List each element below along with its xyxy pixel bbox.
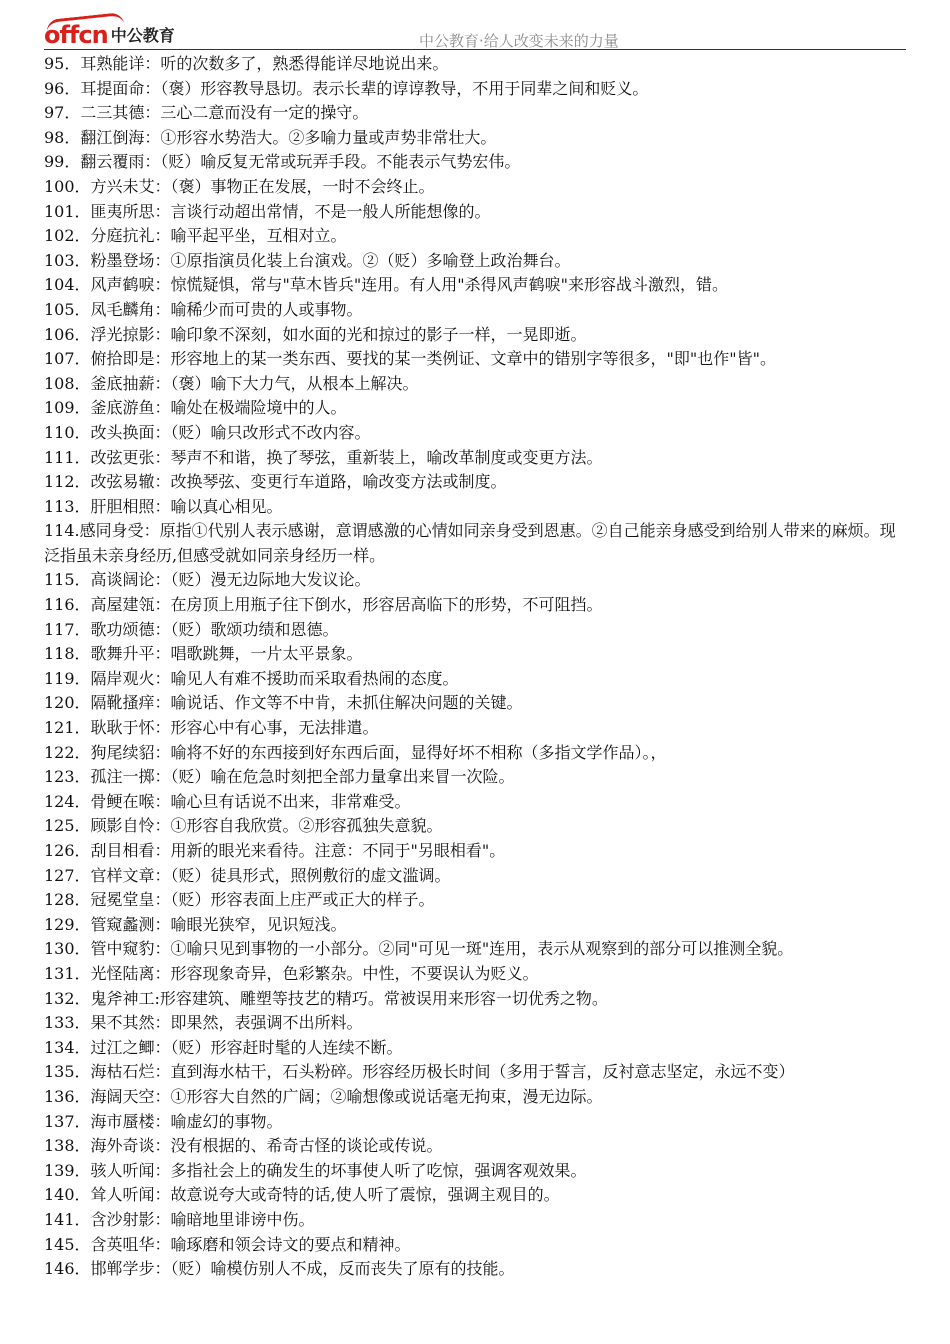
idiom-entry: 105．凤毛麟角：喻稀少而可贵的人或事物。	[44, 299, 363, 319]
idiom-entry: 132．鬼斧神工:形容建筑、雕塑等技艺的精巧。常被误用来形容一切优秀之物。	[44, 988, 608, 1008]
idiom-entry: 95．耳熟能详：听的次数多了，熟悉得能详尽地说出来。	[44, 54, 449, 73]
idiom-entry: 146．邯郸学步：（贬）喻模仿别人不成，反而丧失了原有的技能。	[44, 1259, 515, 1279]
idiom-entry: 139．骇人听闻：多指社会上的确发生的坏事使人听了吃惊，强调客观效果。	[44, 1160, 587, 1180]
idiom-entry: 137．海市蜃楼：喻虚幻的事物。	[44, 1111, 283, 1131]
idiom-entry: 124．骨鲠在喉：喻心旦有话说不出来，非常难受。	[44, 791, 411, 811]
idiom-entry: 118．歌舞升平：唱歌跳舞，一片太平景象。	[44, 644, 363, 664]
idiom-entry: 119．隔岸观火：喻见人有难不援助而采取看热闹的态度。	[44, 668, 459, 688]
idiom-entry: 113．肝胆相照：喻以真心相见。	[44, 496, 283, 516]
idiom-entry: 138．海外奇谈：没有根据的、希奇古怪的谈论或传说。	[44, 1136, 443, 1156]
idiom-entry: 136．海阔天空：①形容大自然的广阔；②喻想像或说话毫无拘束，漫无边际。	[44, 1086, 603, 1106]
idiom-entry: 122．狗尾续貂：喻将不好的东西接到好东西后面，显得好坏不相称（多指文学作品）。，	[44, 742, 667, 762]
idiom-entry: 129．管窥蠡测：喻眼光狭窄，见识短浅。	[44, 914, 347, 934]
idiom-entry: 130．管中窥豹：①喻只见到事物的一小部分。②同"可见一斑"连用，表示从观察到的部分可以推测全貌。	[44, 939, 794, 959]
offcn-logo	[44, 20, 175, 48]
idiom-entry: 103．粉墨登场：①原指演员化装上台演戏。②（贬）多喻登上政治舞台。	[44, 250, 571, 270]
logo-mark-text: offcn	[44, 21, 108, 49]
idiom-entry: 121．耿耿于怀：形容心中有心事，无法排遣。	[44, 718, 379, 738]
idiom-entry: 107．俯拾即是：形容地上的某一类东西、要找的某一类例证、文章中的错别字等很多，"即"也作"皆"。	[44, 349, 776, 369]
idiom-entry: 111．改弦更张：琴声不和谐，换了琴弦，重新装上，喻改革制度或变更方法。	[44, 447, 603, 467]
idiom-entry: 131．光怪陆离：形容现象奇异，色彩繁杂。中性，不要误认为贬义。	[44, 963, 539, 983]
idiom-entry: 97．二三其德：三心二意而没有一定的操守。	[44, 103, 369, 123]
idiom-entry: 133．果不其然：即果然，表强调不出所料。	[44, 1013, 363, 1033]
idiom-entry: 128．冠冕堂皇：（贬）形容表面上庄严或正大的样子。	[44, 890, 435, 910]
idiom-list	[44, 52, 910, 1282]
idiom-entry: 127．官样文章：（贬）徒具形式，照例敷衍的虚文滥调。	[44, 865, 451, 885]
idiom-entry: 120．隔靴搔痒：喻说话、作文等不中肯，未抓住解决问题的关键。	[44, 693, 523, 713]
idiom-entry: 101．匪夷所思：言谈行动超出常情，不是一般人所能想像的。	[44, 201, 491, 221]
idiom-entry: 115．高谈阔论：（贬）漫无边际地大发议论。	[44, 570, 371, 590]
idiom-entry: 117．歌功颂德：（贬）歌颂功绩和恩德。	[44, 619, 339, 639]
header-divider	[44, 49, 906, 50]
idiom-entry: 110．改头换面：（贬）喻只改形式不改内容。	[44, 422, 371, 442]
idiom-entry: 116．高屋建瓴：在房顶上用瓶子往下倒水，形容居高临下的形势，不可阻挡。	[44, 595, 603, 615]
idiom-entry: 134．过江之鲫：（贬）形容赶时髦的人连续不断。	[44, 1037, 403, 1057]
idiom-entry: 112．改弦易辙：改换琴弦、变更行车道路，喻改变方法或制度。	[44, 472, 507, 492]
idiom-entry: 104．风声鹤唳：惊慌疑惧，常与"草木皆兵"连用。有人用"杀得风声鹤唳"来形容战斗激烈，错。	[44, 275, 728, 295]
idiom-entry: 114.感同身受：原指①代别人表示感谢，意谓感激的心情如同亲身受到恩惠。②自己能亲身感受到给别人带来的麻烦。现泛指虽未亲身经历,但感受就如同亲身经历一样。	[44, 521, 896, 565]
logo-chinese-name: 中公教育	[110, 26, 175, 45]
idiom-entry: 108．釜底抽薪：（褒）喻下大力气，从根本上解决。	[44, 373, 419, 393]
idiom-entry: 126．刮目相看：用新的眼光来看待。注意：不同于"另眼相看"。	[44, 841, 506, 860]
idiom-entry: 106．浮光掠影：喻印象不深刻，如水面的光和掠过的影子一样，一晃即逝。	[44, 324, 587, 344]
idiom-entry: 141．含沙射影：喻暗地里诽谤中伤。	[44, 1209, 315, 1229]
idiom-entry: 145．含英咀华：喻琢磨和领会诗文的要点和精神。	[44, 1234, 411, 1254]
idiom-entry: 140．耸人听闻：故意说夸大或奇特的话,使人听了震惊，强调主观目的。	[44, 1185, 560, 1205]
idiom-entry: 135．海枯石烂：直到海水枯干，石头粉碎。形容经历极长时间（多用于誓言，反衬意志坚定，永远不变）	[44, 1062, 795, 1082]
idiom-entry: 99．翻云覆雨：（贬）喻反复无常或玩弄手段。不能表示气势宏伟。	[44, 152, 521, 172]
idiom-entry: 109．釜底游鱼：喻处在极端险境中的人。	[44, 398, 347, 418]
idiom-entry: 98．翻江倒海：①形容水势浩大。②多喻力量或声势非常壮大。	[44, 127, 497, 147]
idiom-entry: 96．耳提面命：（褒）形容教导恳切。表示长辈的谆谆教导，不用于同辈之间和贬义。	[44, 78, 649, 98]
idiom-entry: 100．方兴未艾：（褒）事物正在发展，一时不会终止。	[44, 176, 435, 196]
page-header	[44, 20, 906, 50]
idiom-entry: 123．孤注一掷：（贬）喻在危急时刻把全部力量拿出来冒一次险。	[44, 767, 515, 787]
logo-mark	[44, 22, 108, 48]
header-slogan: 中公教育·给人改变未来的力量	[419, 32, 619, 50]
idiom-entry: 102．分庭抗礼：喻平起平坐，互相对立。	[44, 226, 347, 246]
idiom-entry: 125．顾影自怜：①形容自我欣赏。②形容孤独失意貌。	[44, 816, 443, 836]
